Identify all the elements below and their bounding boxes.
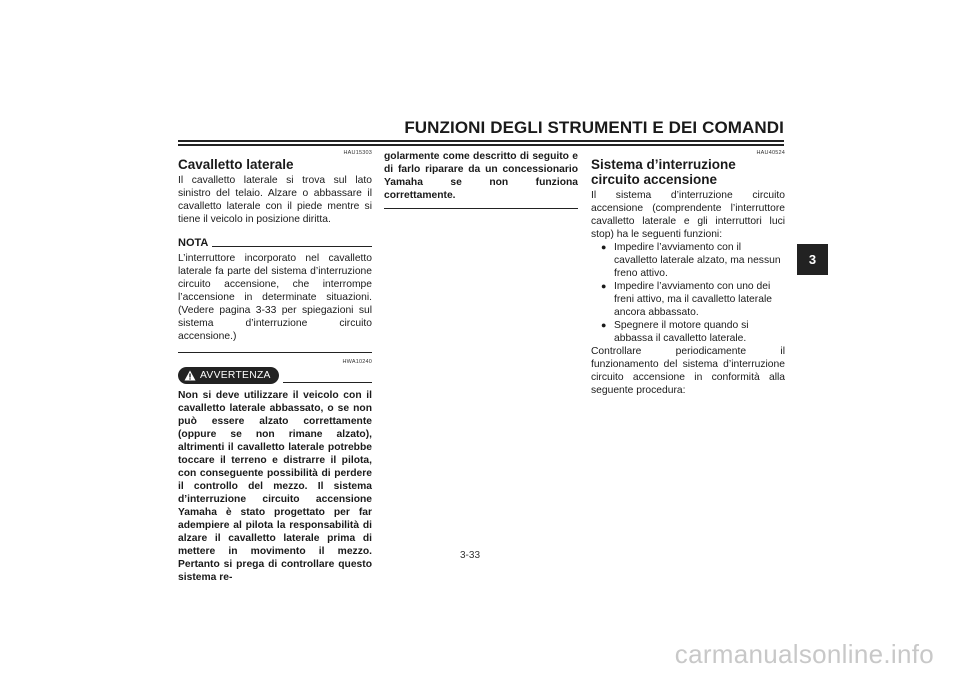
warning-end-rule <box>384 208 578 209</box>
list-item-text: Impedire l’avviamento con uno dei freni attivo, ma il cavalletto laterale ancora abbassato. <box>614 281 772 318</box>
side-stand-paragraph: Il cavalletto laterale si trova sul lato sinistro del telaio. Alzare o abbassare il cavalletto laterale con il piede mentre si tiene il veicolo in posizione diritta. <box>178 175 372 225</box>
function-list <box>591 241 785 345</box>
reference-code-ignition: HAU40524 <box>756 150 785 156</box>
header-rule-top <box>178 140 784 142</box>
ignition-intro: Il sistema d’interruzione circuito accensione (comprendente l’interruttore cavalletto laterale e gli interruttori luci stop) ha le seguenti funzioni: <box>591 190 785 240</box>
note-text: L’interruttore incorporato nel cavalletto laterale fa parte del sistema d’interruzione circuito accensione, che interrompe l’accensione in determinate situazioni. (Vedere pagina 3-33 per spiegazioni sul sistema d’interruzione circuito accensione.) <box>178 253 372 342</box>
note-end-rule <box>178 352 372 353</box>
warning-reference-code: HWA10240 <box>342 359 372 365</box>
list-item-text: Spegnere il motore quando si abbassa il cavalletto laterale. <box>614 320 749 344</box>
note-header <box>178 237 372 249</box>
list-item <box>601 280 785 319</box>
chapter-header-title: FUNZIONI DEGLI STRUMENTI E DEI COMANDI <box>404 118 784 137</box>
warning-triangle-icon <box>184 370 196 381</box>
list-item <box>601 319 785 345</box>
column-right <box>591 150 785 397</box>
reference-code: HAU15303 <box>343 150 372 156</box>
section-heading-side-stand: Cavalletto laterale <box>178 157 294 172</box>
list-item <box>601 241 785 280</box>
note-label: NOTA <box>178 237 209 249</box>
ignition-closing: Controllare periodicamente il funzionamento del sistema d’interruzione circuito accensione in conformità alla seguente procedura: <box>591 346 785 396</box>
bullet-icon: ● <box>601 320 607 330</box>
section-heading-ignition-cutoff: Sistema d’interruzione circuito accensione <box>591 157 736 187</box>
warning-rule <box>283 382 372 383</box>
note-rule <box>212 246 372 247</box>
watermark: carmanualsonline.info <box>674 639 934 669</box>
warning-header <box>178 367 372 384</box>
bullet-icon: ● <box>601 281 607 291</box>
warning-text: Non si deve utilizzare il veicolo con il cavalletto laterale abbassato, o se non può essere alzato correttamente (oppure se non rimane alzato), altrimenti il cavalletto laterale potrebbe toccare il terreno e distrarre il pilota, con conseguente possibilità di perdere il controllo del mezzo. Il sistema d’interruzione circuito accensione Yamaha è stato progettato per far adempiere al pilota la responsabilità di alzare il cavalletto laterale prima di mettere in movimento il mezzo. Pertanto si prega di controllare questo sistema re- <box>178 390 372 583</box>
list-item-text: Impedire l’avviamento con il cavalletto laterale alzato, ma nessun freno attivo. <box>614 242 781 279</box>
warning-label: AVVERTENZA <box>200 370 271 381</box>
bullet-icon: ● <box>601 242 607 252</box>
page-number: 3-33 <box>460 550 481 561</box>
column-middle <box>384 150 578 209</box>
chapter-tab: 3 <box>797 244 828 275</box>
column-left <box>178 150 372 584</box>
header-rule-bottom <box>178 144 784 146</box>
warning-badge <box>178 367 279 384</box>
warning-text-continued: golarmente come descritto di seguito e di farlo riparare da un concessionario Yamaha se non funziona correttamente. <box>384 151 578 201</box>
